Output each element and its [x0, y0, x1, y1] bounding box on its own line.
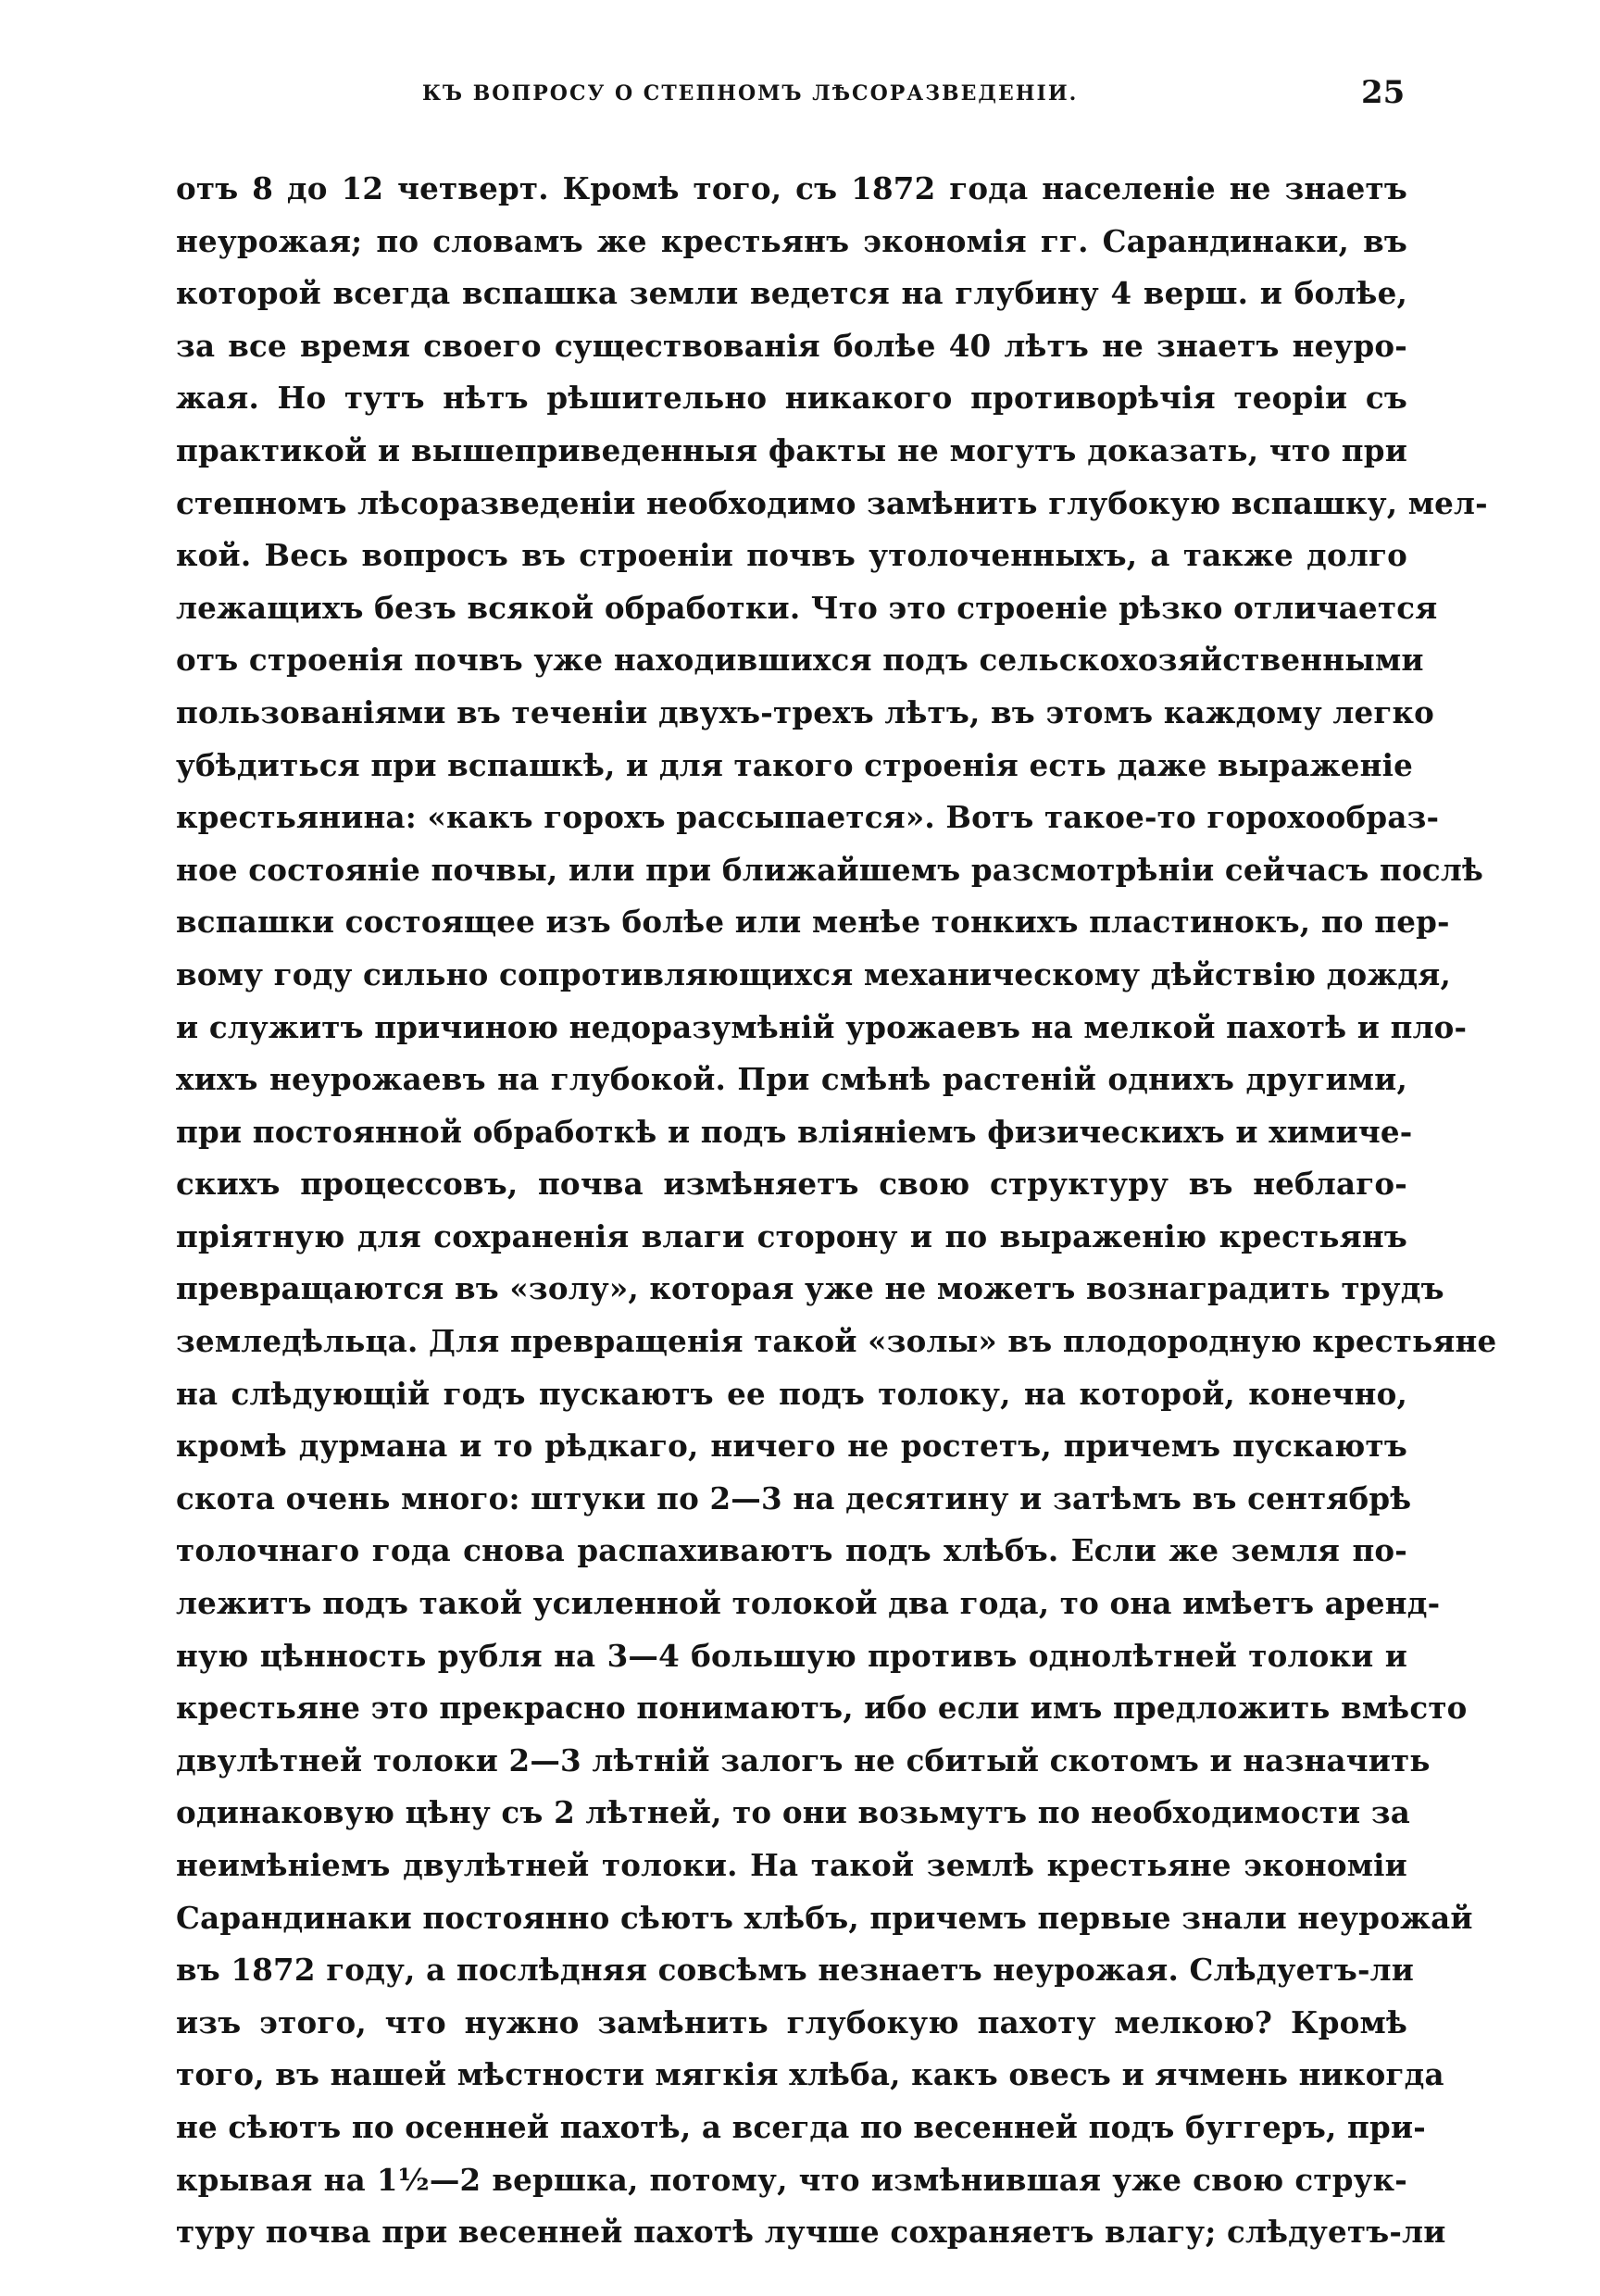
text-line: скота очень много: штуки по 2—3 на десятину и затѣмъ въ сентябрѣ: [176, 1479, 1412, 1516]
text-line: превращаются въ «золу», которая уже не можетъ вознаградить трудъ: [176, 1270, 1444, 1307]
text-line: при постоянной обработкѣ и подъ вліяніемъ физическихъ и химиче-: [176, 1113, 1413, 1150]
text-line: и служитъ причиною недоразумѣній урожаевъ на мелкой пахотѣ и пло-: [176, 1008, 1468, 1045]
text-line: пользованіями въ теченіи двухъ-трехъ лѣтъ, въ этомъ каждому легко: [176, 693, 1435, 730]
text-line: убѣдиться при вспашкѣ, и для такого строенія есть даже выраженіе: [176, 746, 1414, 783]
text-line: Сарандинаки постоянно сѣютъ хлѣбъ, причемъ первые знали неурожай: [176, 1899, 1473, 1936]
text-line: кромѣ дурмана и то рѣдкаго, ничего не ростетъ, причемъ пускаютъ: [176, 1428, 1407, 1465]
text-line: ную цѣнность рубля на 3—4 большую противъ однолѣтней толоки и: [176, 1637, 1407, 1674]
text-line: пріятную для сохраненія влаги сторону и по выраженію крестьянъ: [176, 1217, 1407, 1254]
body-text: [176, 163, 1497, 2259]
text-line: лежащихъ безъ всякой обработки. Что это строеніе рѣзко отличается: [176, 589, 1438, 626]
text-line: кой. Весь вопросъ въ строеніи почвъ утолоченныхъ, а также долго: [176, 537, 1407, 574]
text-line: земледѣльца. Для превращенія такой «золы» въ плодородную крестьяне: [176, 1323, 1497, 1360]
text-line: отъ строенія почвъ уже находившихся подъ сельскохозяйственными: [176, 642, 1424, 679]
text-line: крывая на 1½—2 вершка, потому, что измѣнившая уже свою струк-: [176, 2161, 1407, 2198]
text-line: крестьянина: «какъ горохъ рассыпается». Вотъ такое-то горохообраз-: [176, 799, 1440, 836]
text-line: вому году сильно сопротивляющихся механическому дѣйствію дождя,: [176, 955, 1451, 992]
text-line: толочнаго года снова распахиваютъ подъ хлѣбъ. Если же земля по-: [176, 1532, 1407, 1569]
text-line: вспашки состоящее изъ болѣе или менѣе тонкихъ пластинокъ, по пер-: [176, 904, 1450, 941]
text-line: изъ этого, что нужно замѣнить глубокую пахоту мелкою? Кромѣ: [176, 2003, 1407, 2040]
text-line: того, въ нашей мѣстности мягкія хлѣба, какъ овесъ и ячмень никогда: [176, 2056, 1444, 2093]
text-line: одинаковую цѣну съ 2 лѣтней, то они возьмутъ по необходимости за: [176, 1794, 1411, 1831]
text-line: отъ 8 до 12 четверт. Кромѣ того, съ 1872 года населеніе не знаетъ: [176, 170, 1407, 206]
text-line: за все время своего существованія болѣе 40 лѣтъ не знаетъ неуро-: [176, 327, 1407, 364]
text-line: практикой и вышеприведенныя факты не могутъ доказать, что при: [176, 431, 1407, 468]
text-line: неимѣніемъ двулѣтней толоки. На такой землѣ крестьяне экономіи: [176, 1847, 1407, 1883]
text-line: скихъ процессовъ, почва измѣняетъ свою структуру въ неблаго-: [176, 1166, 1407, 1203]
text-line: лежитъ подъ такой усиленной толокой два года, то она имѣетъ аренд-: [176, 1585, 1441, 1622]
text-line: хихъ неурожаевъ на глубокой. При смѣнѣ растеній однихъ другими,: [176, 1061, 1407, 1098]
text-line: степномъ лѣсоразведеніи необходимо замѣнить глубокую вспашку, мел-: [176, 484, 1488, 521]
page-number: 25: [1361, 74, 1406, 111]
text-line: на слѣдующій годъ пускаютъ ее подъ толоку, на которой, конечно,: [176, 1375, 1407, 1412]
text-line: ное состояніе почвы, или при ближайшемъ разсмотрѣніи сейчасъ послѣ: [176, 851, 1484, 888]
running-title: КЪ ВОПРОСУ О СТЕПНОМЪ ЛѢСОРАЗВЕДЕНІИ.: [422, 81, 1079, 106]
text-line: неурожая; по словамъ же крестьянъ экономія гг. Сарандинаки, въ: [176, 222, 1407, 259]
text-line: не сѣютъ по осенней пахотѣ, а всегда по весенней подъ буггеръ, при-: [176, 2108, 1426, 2145]
text-line: туру почва при весенней пахотѣ лучше сохраняетъ влагу; слѣдуетъ-ли: [176, 2214, 1446, 2251]
running-head: [0, 74, 1600, 119]
text-line: которой всегда вспашка земли ведется на глубину 4 верш. и болѣе,: [176, 275, 1407, 312]
text-line: двулѣтней толоки 2—3 лѣтній залогъ не сбитый скотомъ и назначить: [176, 1741, 1431, 1778]
text-line: жая. Но тутъ нѣтъ рѣшительно никакого противорѣчія теоріи съ: [176, 380, 1407, 417]
text-line: въ 1872 году, а послѣдняя совсѣмъ незнаетъ неурожая. Слѣдуетъ-ли: [176, 1952, 1415, 1989]
text-line: крестьяне это прекрасно понимаютъ, ибо если имъ предложить вмѣсто: [176, 1690, 1468, 1727]
